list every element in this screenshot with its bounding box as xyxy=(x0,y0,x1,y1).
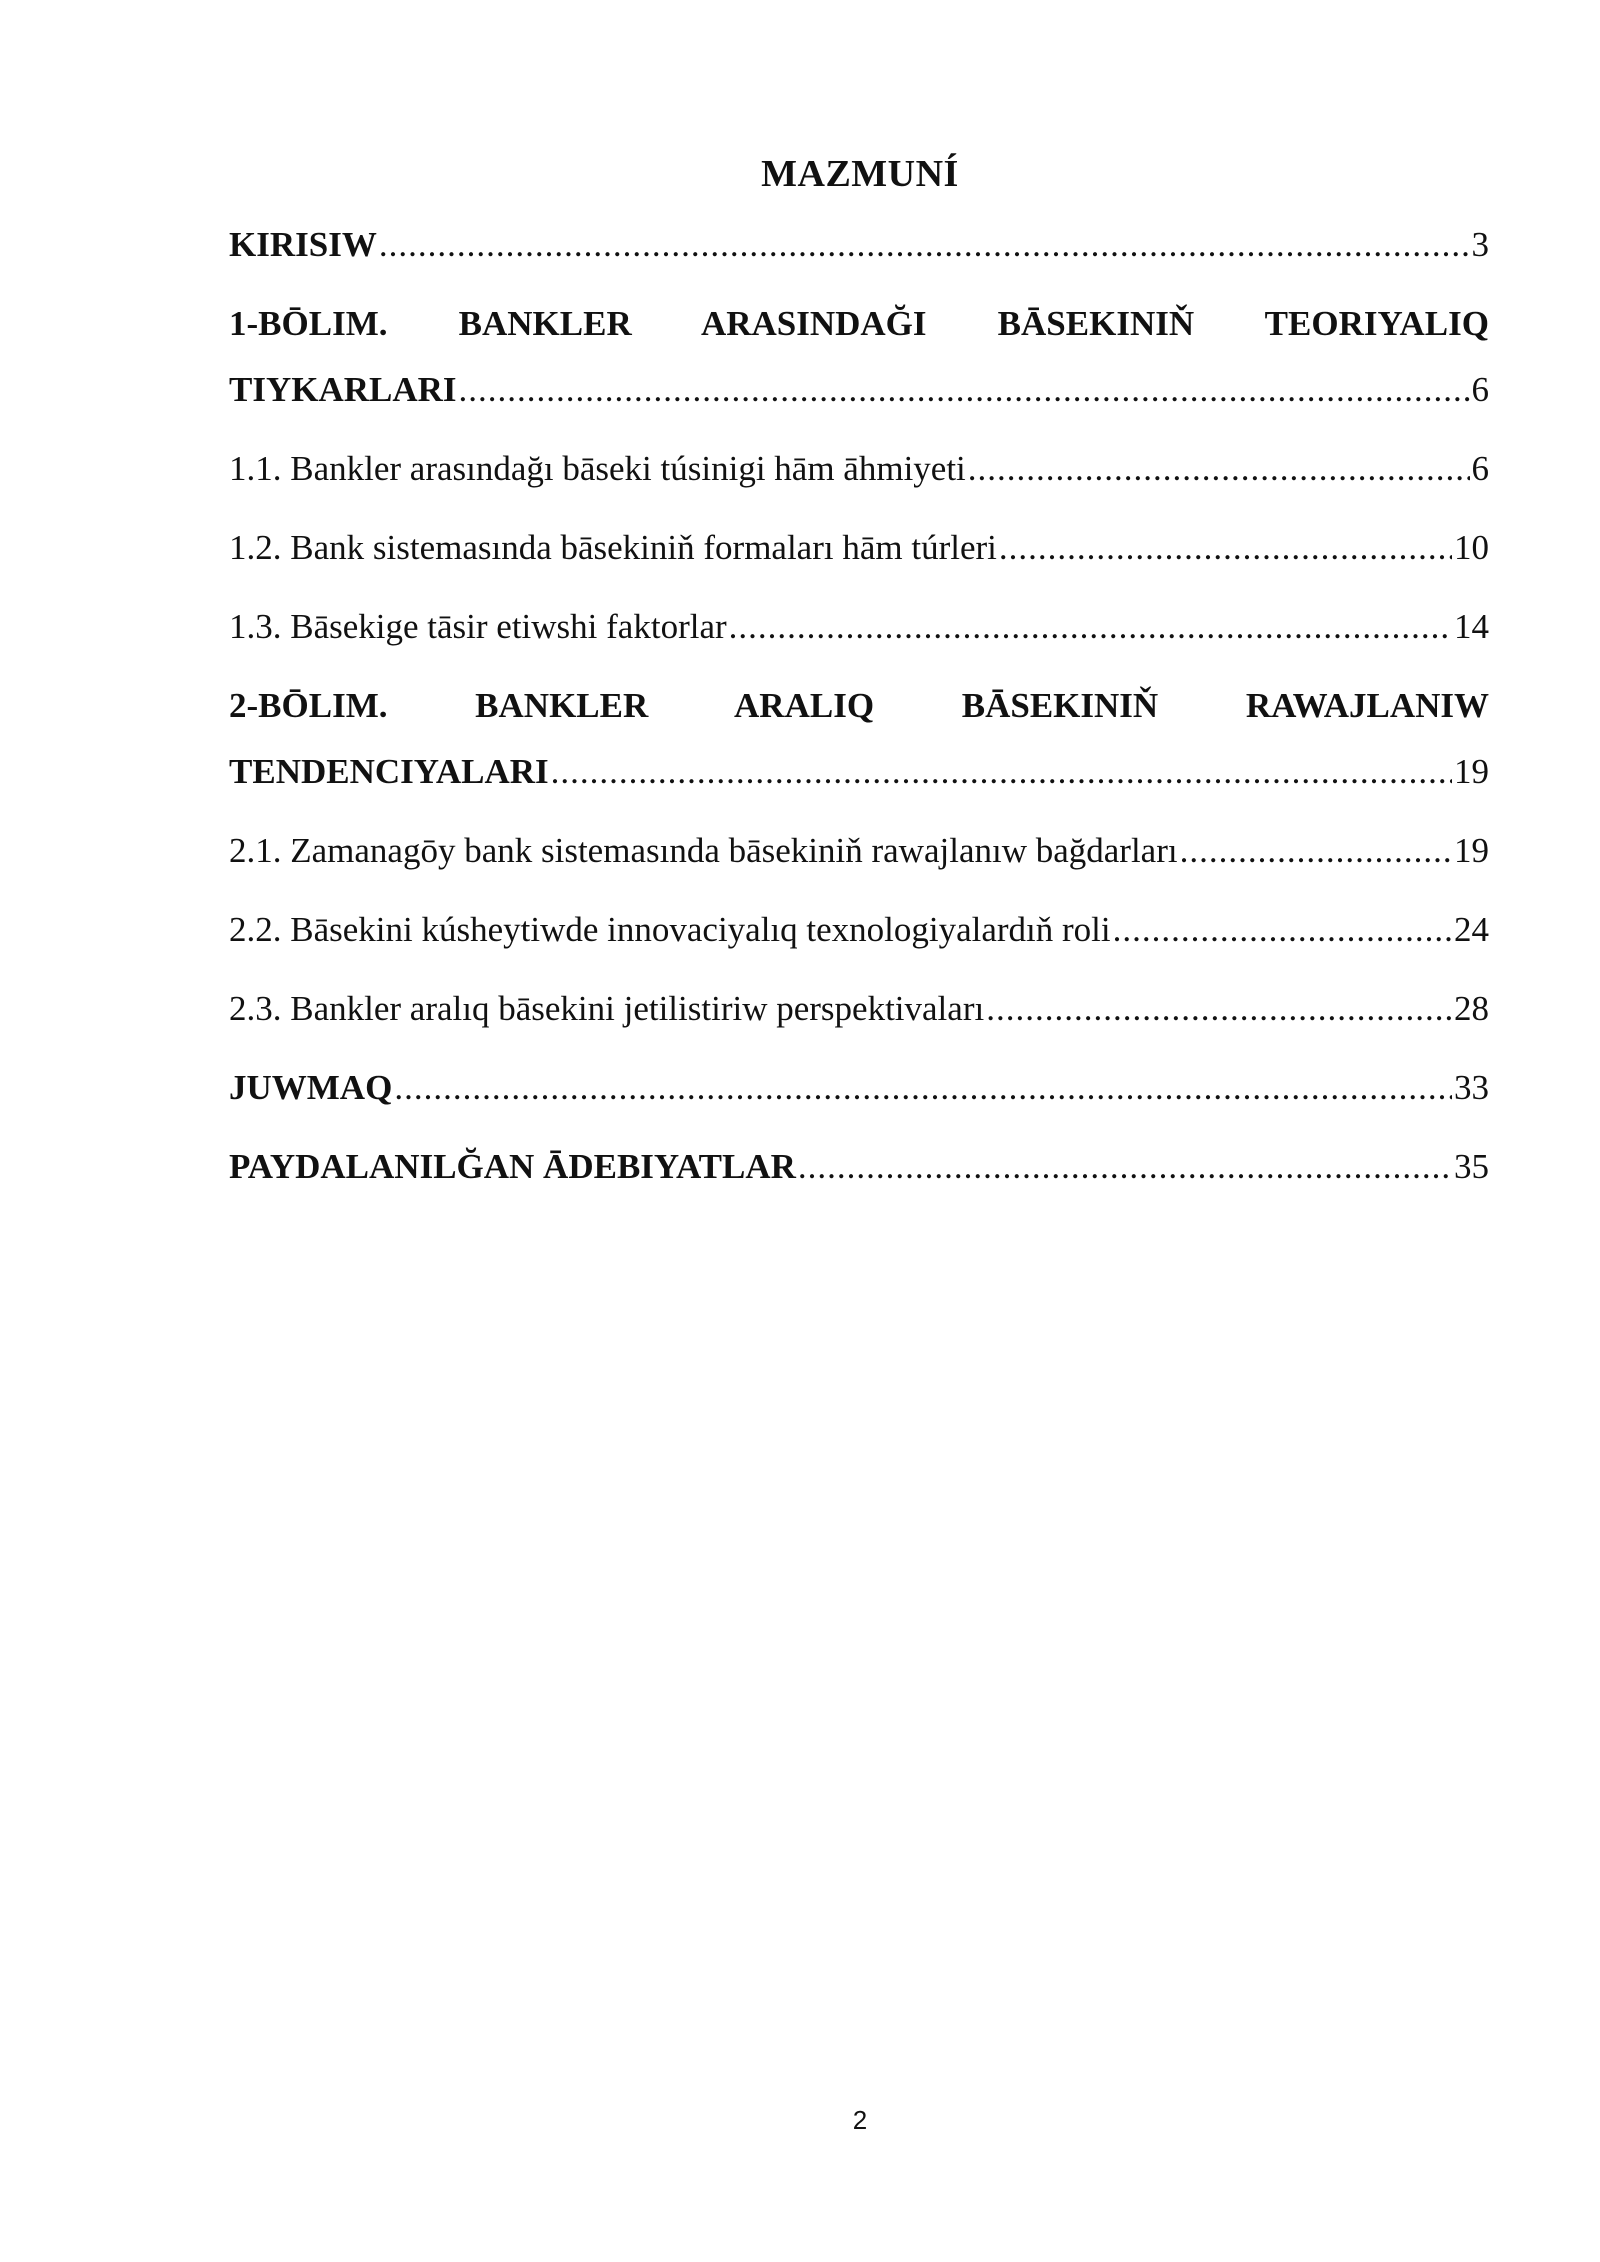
toc-entry-label: 2.1. Zamanagōy bank sistemasında bāsekiniň rawajlanıw bağdarları xyxy=(229,831,1178,870)
dot-leader xyxy=(1180,818,1452,884)
toc-entry-conclusion[interactable] xyxy=(229,1055,1489,1121)
toc-entry-references[interactable] xyxy=(229,1134,1489,1200)
toc-entry-label: JUWMAQ xyxy=(229,1068,393,1107)
toc-entry-chapter2[interactable] xyxy=(229,739,1489,805)
toc-entry-section-1-1[interactable] xyxy=(229,436,1489,502)
toc-entry-chapter1[interactable] xyxy=(229,357,1489,423)
toc-entry-label: PAYDALANILĞAN ĀDEBIYATLAR xyxy=(229,1147,796,1186)
table-of-contents xyxy=(229,212,1489,1200)
toc-entry-page: 3 xyxy=(1471,225,1489,264)
dot-leader xyxy=(968,436,1470,502)
dot-leader xyxy=(379,212,1470,278)
toc-entry-page: 35 xyxy=(1454,1147,1489,1186)
toc-entry-page: 10 xyxy=(1454,528,1489,567)
toc-title: MAZMUNÍ xyxy=(761,153,959,195)
dot-leader xyxy=(999,515,1452,581)
page-number: 2 xyxy=(852,2105,868,2135)
dot-leader xyxy=(1113,897,1452,963)
toc-entry-page: 19 xyxy=(1454,831,1489,870)
toc-entry-page: 28 xyxy=(1454,989,1489,1028)
toc-entry-page: 33 xyxy=(1454,1068,1489,1107)
toc-entry-chapter2-heading[interactable]: 2-BŌLIM. BANKLER ARALIQ BĀSEKINIŇ RAWAJLANIW xyxy=(229,686,1489,725)
toc-entry-section-1-2[interactable] xyxy=(229,515,1489,581)
toc-entry-page: 24 xyxy=(1454,910,1489,949)
toc-entry-label: TIYKARLARI xyxy=(229,370,457,409)
toc-entry-page: 14 xyxy=(1454,607,1489,646)
toc-entry-page: 6 xyxy=(1471,449,1489,488)
toc-entry-label: 1.3. Bāsekige tāsir etiwshi faktorlar xyxy=(229,607,727,646)
toc-entry-label: TENDENCIYALARI xyxy=(229,752,549,791)
toc-entry-page: 19 xyxy=(1454,752,1489,791)
toc-entry-section-1-3[interactable] xyxy=(229,594,1489,660)
toc-entry-label: 2.2. Bāsekini kúsheytiwde innovaciyalıq texnologiyalardıň roli xyxy=(229,910,1111,949)
toc-entry-section-2-3[interactable] xyxy=(229,976,1489,1042)
dot-leader xyxy=(798,1134,1452,1200)
dot-leader xyxy=(459,357,1470,423)
toc-entry-label: 1.2. Bank sistemasında bāsekiniň formaları hām túrleri xyxy=(229,528,997,567)
dot-leader xyxy=(986,976,1452,1042)
toc-entry-label: 2.3. Bankler aralıq bāsekini jetilistiriw perspektivaları xyxy=(229,989,985,1028)
dot-leader xyxy=(729,594,1452,660)
toc-entry-intro[interactable] xyxy=(229,212,1489,278)
toc-entry-page: 6 xyxy=(1471,370,1489,409)
toc-entry-section-2-1[interactable] xyxy=(229,818,1489,884)
dot-leader xyxy=(551,739,1452,805)
toc-entry-section-2-2[interactable] xyxy=(229,897,1489,963)
dot-leader xyxy=(394,1055,1452,1121)
toc-entry-label: 1.1. Bankler arasındağı bāseki túsinigi hām āhmiyeti xyxy=(229,449,966,488)
toc-entry-chapter1-heading[interactable]: 1-BŌLIM. BANKLER ARASINDAĞI BĀSEKINIŇ TEORIYALIQ xyxy=(229,304,1489,343)
toc-entry-label: KIRISIW xyxy=(229,225,377,264)
